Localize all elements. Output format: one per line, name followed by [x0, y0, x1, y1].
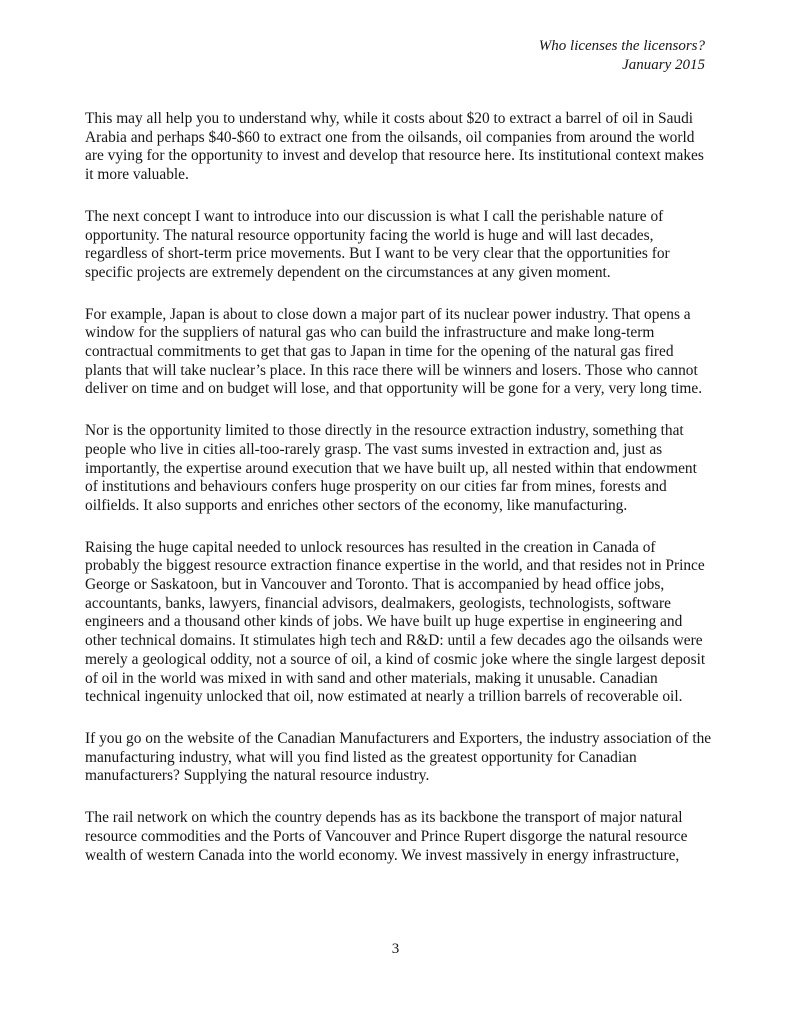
- paragraph: This may all help you to understand why, while it costs about $20 to extract a barrel of oil in Saudi Arabia and perhaps $40-$60 to extract one from the oilsands, oil companies from around the world are vying for the opportunity to invest and develop that resource here. Its institutional context makes it more valuable.: [85, 110, 704, 184]
- page-number: 3: [391, 941, 400, 957]
- header-title: Who licenses the licensors?: [538, 38, 705, 54]
- paragraph: Raising the huge capital needed to unlock resources has resulted in the creation in Canada of probably the biggest resource extraction finance expertise in the world, and that resides not in Prince George or Saskatoon, but in Vancouver and Toronto. That is accompanied by head office jobs, accountants, banks, lawyers, financial advisors, dealmakers, geologists, technologists, software engineers and a thousand other kinds of jobs. We have built up huge expertise in engineering and other technical domains. It stimulates high tech and R&D: until a few decades ago the oilsands were merely a geological oddity, not a source of oil, a kind of cosmic joke where the single largest deposit of oil in the world was mixed in with sand and other materials, making it unusable. Canadian technical ingenuity unlocked that oil, now estimated at nearly a trillion barrels of recoverable oil.: [85, 538, 706, 706]
- paragraph: The next concept I want to introduce into our discussion is what I call the perishable nature of opportunity. The natural resource opportunity facing the world is huge and will last decades, regardless of short-term price movements. But I want to be very clear that the opportunities for specific projects are extremely dependent on the circumstances at any given moment.: [85, 207, 670, 281]
- document-header: [539, 37, 705, 75]
- paragraph: Nor is the opportunity limited to those directly in the resource extraction industry, something that people who live in cities all-too-rarely grasp. The vast sums invested in extraction and, just as importantly, the expertise around execution that we have built up, all nested within that endowment of institutions and behaviours confers huge prosperity on our cities far from mines, forests and oilfields. It also supports and enriches other sectors of the economy, like manufacturing.: [85, 422, 697, 514]
- paragraph: For example, Japan is about to close down a major part of its nuclear power industry. That opens a window for the suppliers of natural gas who can build the infrastructure and make long-term contractual commitments to get that gas to Japan in time for the opening of the natural gas fired plants that will take nuclear’s place. In this race there will be winners and losers. Those who cannot deliver on time and on budget will lose, and that opportunity will be gone for a very, very long time.: [85, 305, 703, 398]
- header-date: January 2015: [622, 57, 705, 73]
- document-body: [85, 110, 713, 888]
- paragraph: The rail network on which the country depends has as its backbone the transport of major natural resource commodities and the Ports of Vancouver and Prince Rupert disgorge the natural resource wealth of western Canada into the world economy. We invest massively in energy infrastructure,: [85, 809, 688, 864]
- paragraph: If you go on the website of the Canadian Manufacturers and Exporters, the industry association of the manufacturing industry, what will you find listed as the greatest opportunity for Canadian manufacturers? Supplying the natural resource industry.: [85, 729, 712, 785]
